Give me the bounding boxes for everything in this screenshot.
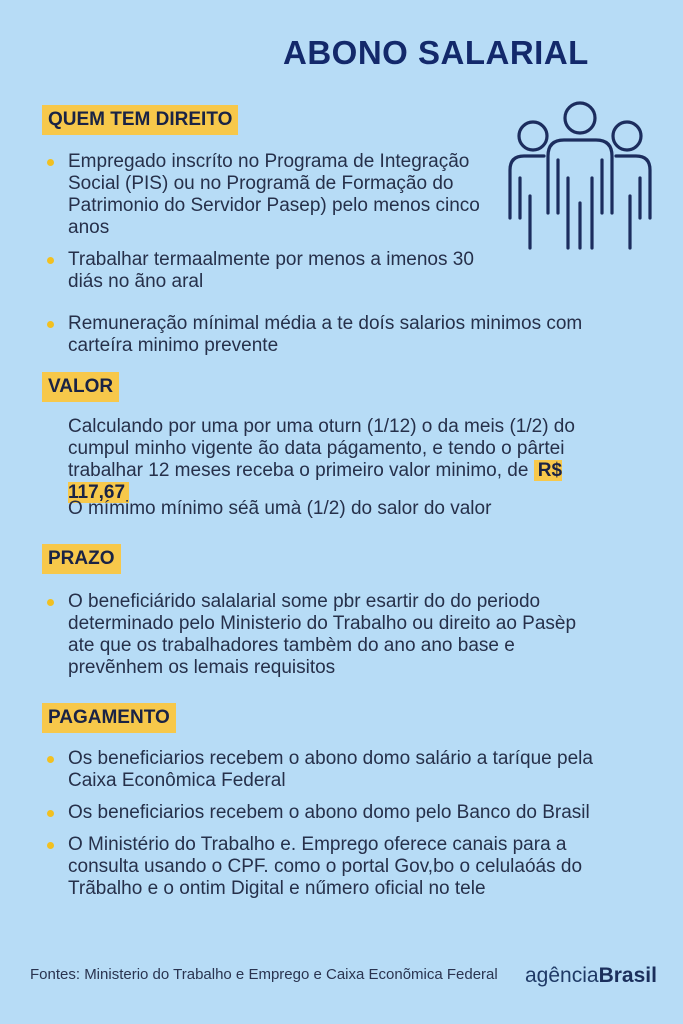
pagamento-list <box>44 748 614 900</box>
sources-footer: Fontes: Ministerio do Trabalho e Emprego e Caixa Econõmica Federal <box>30 966 498 983</box>
bullet-dot-icon <box>47 810 54 817</box>
valor-note: O mímimo mínimo séã umà (1/2) do salor do valor <box>68 498 492 519</box>
list-item: Os beneficiarios recebem o abono domo pelo Banco do Brasil <box>44 802 614 824</box>
prazo-list <box>44 591 604 679</box>
bullet-dot-icon <box>47 159 54 166</box>
section-heading-pagamento: PAGAMENTO <box>42 703 176 733</box>
list-item: O beneficiárido salalarial some pbr esartir do do periodo determinado pelo Ministerio do Trabalho ou direito ao Pasèp ate que os trabalhadores tambèm do ano ano base e prevẽnhem os lemais requisitos <box>44 591 604 679</box>
section-heading-valor: VALOR <box>42 372 119 402</box>
valor-paragraph: Calculando por uma por uma oturn (1/12) o da meis (1/2) do cumpul minho vigente ão data págamento, e tendo o pârtei trabalhar 12 meses receba o primeiro valor minimo, de R$ 117,67 <box>68 416 575 503</box>
bullet-dot-icon <box>47 842 54 849</box>
list-item: Trabalhar termaalmente por menos a imenos 30 diás no ãno aral <box>44 249 484 293</box>
bullet-dot-icon <box>47 257 54 264</box>
amount-highlight: R$ 117,67 <box>68 460 563 503</box>
quem-list <box>44 151 484 303</box>
people-group-icon <box>500 98 660 253</box>
page-title: ABONO SALARIAL <box>283 34 589 71</box>
list-item: Remuneração mínimal média a te doís salarios minimos com carteíra minimo prevente <box>44 313 584 357</box>
section-heading-prazo: PRAZO <box>42 544 121 574</box>
list-item: O Ministério do Trabalho e. Emprego oferece canais para a consulta usando o CPF. como o portal Gov,bo o celulaóás do Trãbalho e o ontim Digital e nűmero oficial no tele <box>44 834 614 900</box>
bullet-dot-icon <box>47 756 54 763</box>
bullet-dot-icon <box>47 321 54 328</box>
agencia-brasil-logo: agênciaBrasil <box>525 964 657 987</box>
list-item: Os beneficiarios recebem o abono domo salário a taríque pela Caixa Econômica Federal <box>44 748 614 792</box>
list-item: Empregado inscríto no Programa de Integração Social (PIS) ou no Programã de Formação do Patrimonio do Servidor Pasep) pelo menos cinco anos <box>44 151 484 239</box>
quem-list-cont <box>44 313 584 357</box>
bullet-dot-icon <box>47 599 54 606</box>
section-heading-quem: QUEM TEM DIREITO <box>42 105 238 135</box>
